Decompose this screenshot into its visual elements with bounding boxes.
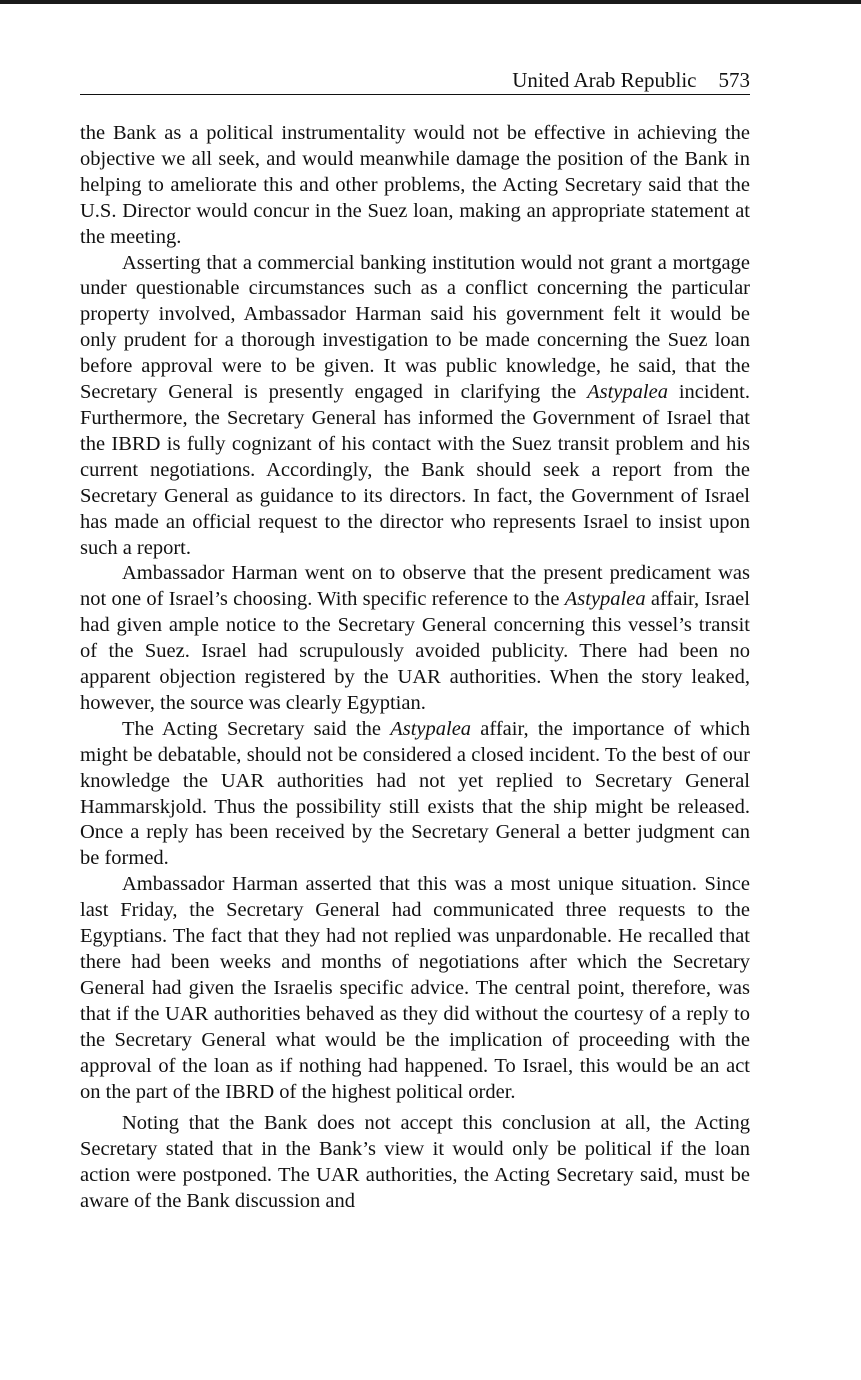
paragraph-4-text-b: affair, the importance of which might be debatable, should not be considered a closed incident. To the best of our knowledge the UAR authorities had not yet replied to Secretary General Hammarskjold. Thus the possibility still exists that the ship might be released. Once a reply has been received by the Secretary General a better judgment can be formed. (80, 717, 750, 870)
paragraph-1: the Bank as a political instrumentality would not be effective in achieving the objective we all seek, and would meanwhile damage the position of the Bank in helping to ameliorate this and other problems, the Acting Secretary said that the U.S. Director would concur in the Suez loan, making an appropriate statement at the meeting. (80, 122, 750, 248)
paragraph-2-text-b: incident. Furthermore, the Secretary General has informed the Government of Israel that the IBRD is fully cognizant of his contact with the Suez transit problem and his current negotiations. Accordingly, the Bank should seek a report from the Secretary General as guidance to its directors. In fact, the Government of Israel has made an official request to the director who represents Israel to insist upon such a report. (80, 381, 750, 559)
paragraph-3-text-a: Ambassador Harman went on to observe that the present predicament was not one of Israel’s choosing. With specific reference to the (80, 562, 750, 611)
body-text (80, 121, 750, 1215)
running-header-title: United Arab Republic (512, 68, 697, 92)
paragraph-3-text-b: affair, Israel had given ample notice to the Secretary General concerning this vessel’s transit of the Suez. Israel had scrupulously avoided publicity. There had been no apparent objection registered by the UAR authorities. When the story leaked, however, the source was clearly Egyptian. (80, 588, 750, 714)
paragraph-2 (80, 251, 750, 562)
ship-name-italic: Astypalea (587, 381, 668, 404)
paragraph-3 (80, 561, 750, 716)
running-header (80, 66, 750, 95)
paragraph-4 (80, 717, 750, 872)
ship-name-italic: Astypalea (390, 717, 472, 740)
paragraph-4-text-a: The Acting Secretary said the (122, 717, 391, 740)
paragraph-2-text-a: Asserting that a commercial banking institution would not grant a mortgage under questionable circumstances such as a conflict concerning the particular property involved, Ambassador Harman said his government felt it would be only prudent for a thorough investigation to be made concerning the Suez loan before approval were to be given. It was public knowledge, he said, that the Secretary General is presently engaged in clarifying the (80, 251, 750, 404)
paragraph-6: Noting that the Bank does not accept this conclusion at all, the Acting Secretary stated that in the Bank’s view it would only be political if the loan action were postponed. The UAR authorities, the Acting Secretary said, must be aware of the Bank discussion and (80, 1112, 750, 1213)
paragraph-5: Ambassador Harman asserted that this was a most unique situation. Since last Friday, the Secretary General had communicated three requests to the Egyptians. The fact that they had not replied was unpardonable. He recalled that there had been weeks and months of negotiations after which the Secretary General had given the Israelis specific advice. The central point, therefore, was that if the UAR authorities behaved as they did without the courtesy of a reply to the Secretary General what would be the implication of proceeding with the approval of the loan as if nothing had happened. To Israel, this would be an act on the part of the IBRD of the highest political order. (80, 873, 750, 1103)
page-number: 573 (718, 68, 750, 92)
page-top-edge (0, 0, 861, 4)
ship-name-italic: Astypalea (564, 588, 646, 611)
